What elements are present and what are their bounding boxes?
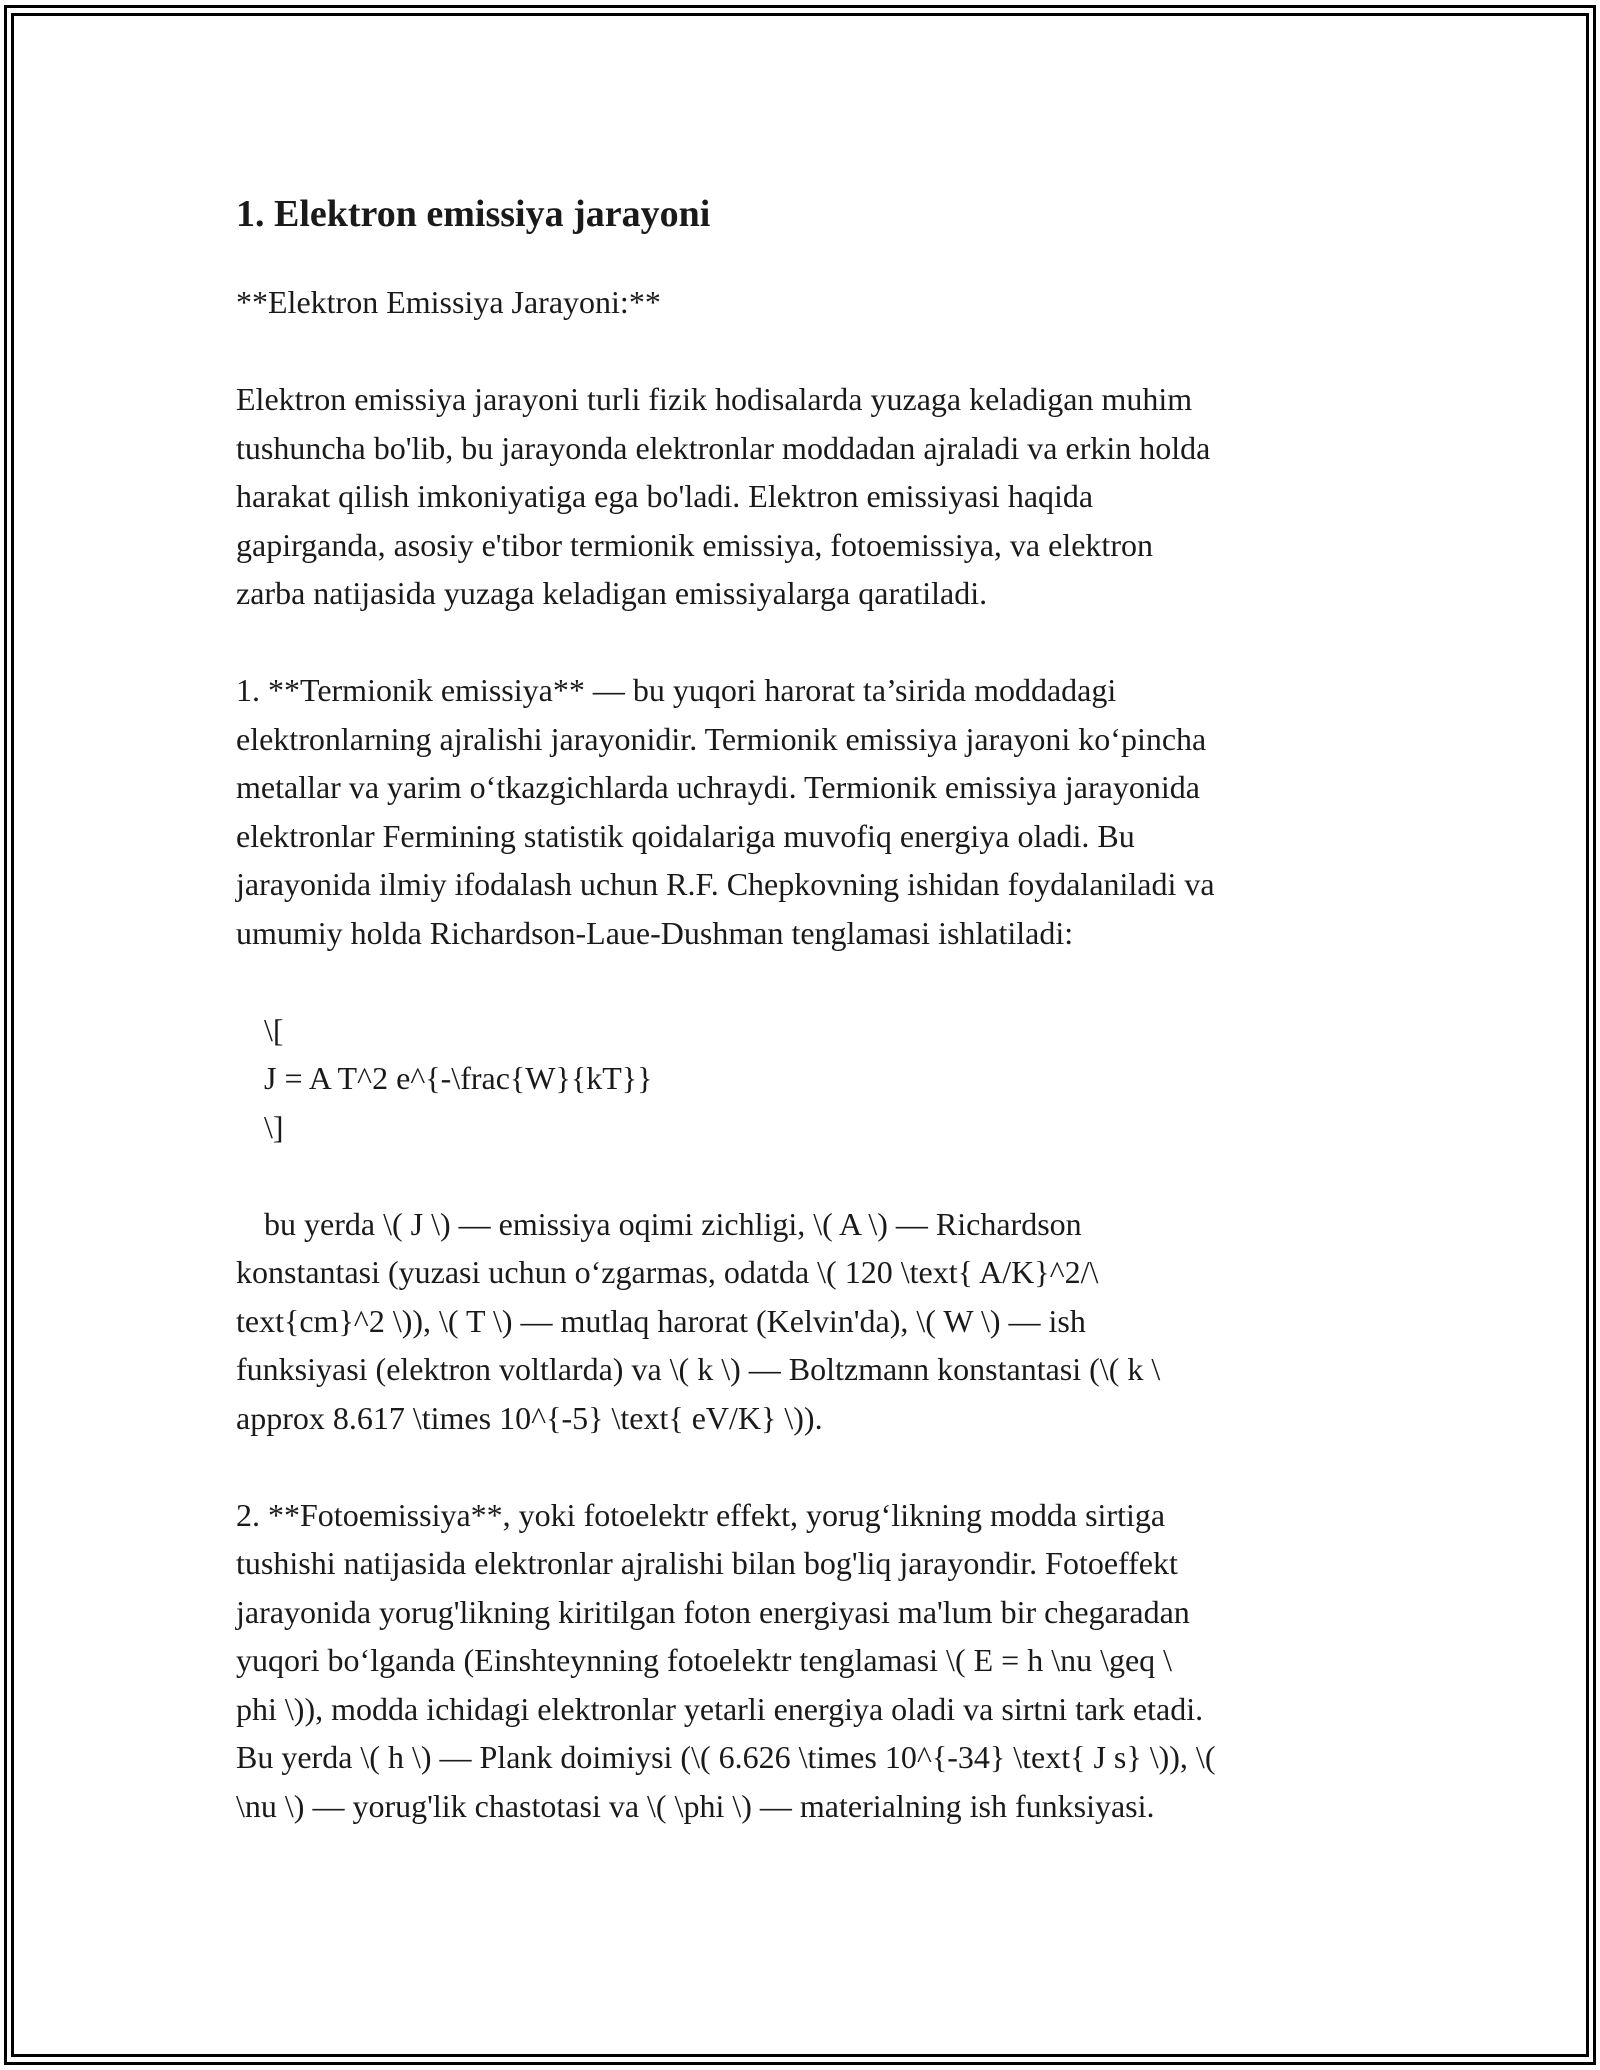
- formula-body-line: J = A T^2 e^{-\frac{W}{kT}}: [264, 1060, 653, 1096]
- paragraph-gap: [236, 327, 1366, 376]
- paragraph-gap: [236, 1442, 1366, 1491]
- formula-open-line: \[: [264, 1011, 284, 1048]
- paragraph-gap: [236, 957, 1366, 1006]
- document-title: 1. Elektron emissiya jarayoni: [236, 193, 711, 235]
- document-page: [236, 184, 1366, 1830]
- paragraph-gap: [236, 1151, 1366, 1200]
- formula-block: [236, 1006, 1366, 1152]
- termionic-paragraph: 1. **Termionik emissiya** — bu yuqori harorat ta’sirida moddadagi elektronlarning ajralishi jarayonidir. Termionik emissiya jarayoni ko‘pincha metallar va yarim o‘tkazgichlarda uchraydi. Termionik emissiya jarayonida elektronlar Fermining statistik qoidalariga muvofiq energiya oladi. Bu jarayonida ilmiy ifodalash uchun R.F. Chepkovning ishidan foydalaniladi va umumiy holda Richardson-Laue-Dushman tenglamasi ishlatiladi:: [236, 672, 1215, 951]
- photoemission-paragraph: 2. **Fotoemissiya**, yoki fotoelektr effekt, yorug‘likning modda sirtiga tushishi natijasida elektronlar ajralishi bilan bog'liq jarayondir. Fotoeffekt jarayonida yorug'likning kiritilgan foton energiyasi ma'lum bir chegaradan yuqori bo‘lganda (Einshteynning fotoelektr tenglamasi \( E = h \nu \geq \ phi \)), modda ichidagi elektronlar yetarli energiya oladi va sirtni tark etadi. Bu yerda \( h \) — Plank doimiysi (\( 6.626 \times 10^{-34} \text{ J s} \)), \( \nu \) — yorug'lik chastotasi va \( \phi \) — materialning ish funksiyasi.: [236, 1496, 1216, 1824]
- paragraph-gap: [236, 618, 1366, 667]
- intro-paragraph: Elektron emissiya jarayoni turli fizik hodisalarda yuzaga keladigan muhim tushuncha bo'lib, bu jarayonda elektronlar moddadan ajraladi va erkin holda harakat qilish imkoniyatiga ega bo'ladi. Elektron emissiyasi haqida gapirganda, asosiy e'tibor termionik emissiya, fotoemissiya, va elektron zarba natijasida yuzaga keladigan emissiyalarga qaratiladi.: [236, 381, 1211, 611]
- subtitle-paragraph: **Elektron Emissiya Jarayoni:**: [236, 284, 661, 320]
- termionic-explanation-paragraph: bu yerda \( J \) — emissiya oqimi zichligi, \( A \) — Richardson konstantasi (yuzasi uchun o‘zgarmas, odatda \( 120 \text{ A/K}^2/\ text{cm}^2 \)), \( T \) — mutlaq harorat (Kelvin'da), \( W \) — ish funksiyasi (elektron voltlarda) va \( k \) — Boltzmann konstantasi (\( k \ approx 8.617 \times 10^{-5} \text{ eV/K} \)).: [236, 1205, 1161, 1436]
- formula-close-line: \]: [264, 1108, 284, 1145]
